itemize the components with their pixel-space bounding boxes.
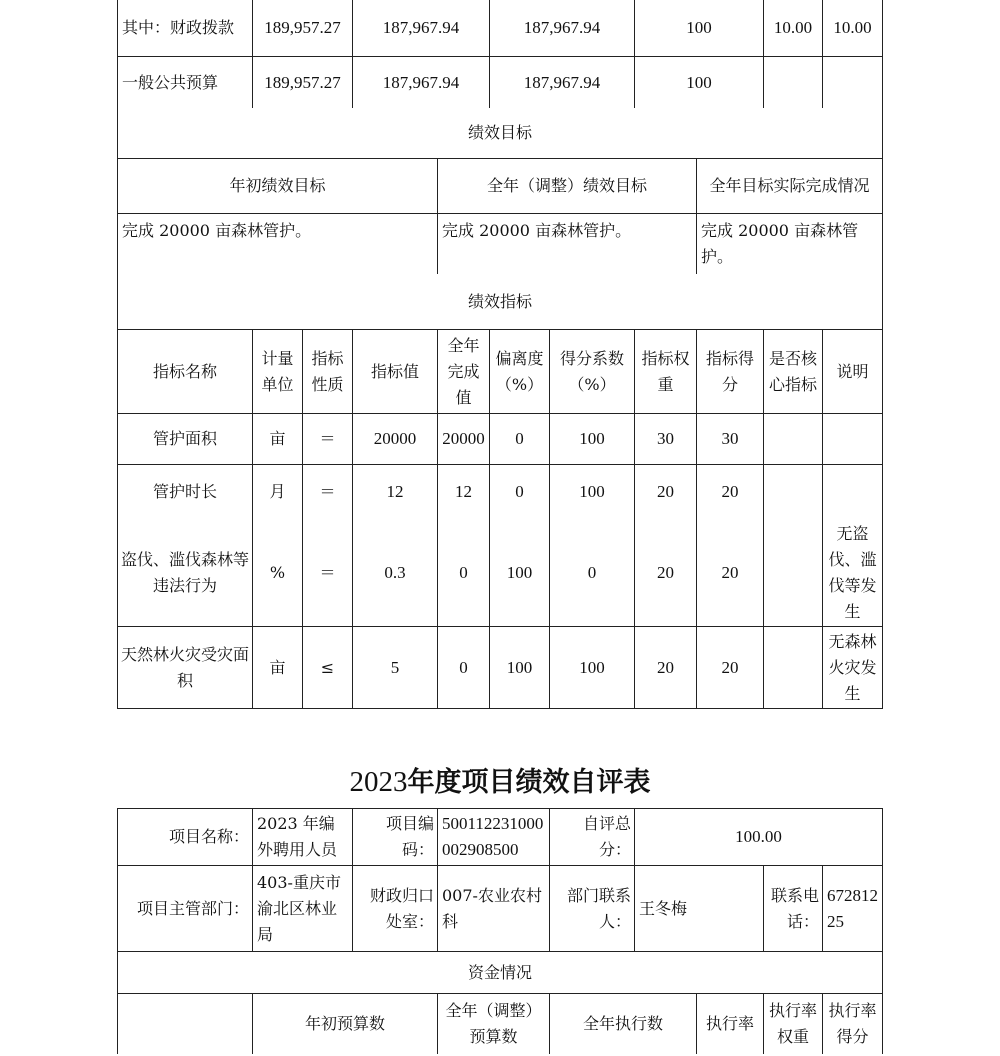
indicator-unit: 月 (253, 465, 303, 519)
goal-header-adjusted: 全年（调整）绩效目标 (438, 159, 697, 214)
indicator-deviation: 100 (490, 519, 550, 627)
form-title-year: 2023 (349, 766, 408, 798)
self-score-label: 自评总分： (550, 809, 635, 866)
indicator-name: 天然林火灾受灾面积 (118, 627, 253, 709)
indicator-deviation: 0 (490, 465, 550, 519)
indicator-score: 20 (697, 519, 764, 627)
funding-header-initial-budget: 年初预算数 (253, 994, 438, 1054)
indicator-weight: 20 (635, 519, 697, 627)
header-score: 指标得分 (697, 330, 764, 414)
header-target-value: 指标值 (353, 330, 438, 414)
indicator-name: 管护面积 (118, 414, 253, 465)
indicator-target: 5 (353, 627, 438, 709)
indicator-note (823, 465, 883, 519)
indicator-nature: ≤ (303, 627, 353, 709)
header-actual-value: 全年完成值 (438, 330, 490, 414)
funds-row-label: 一般公共预算 (118, 57, 253, 108)
header-nature: 指标性质 (303, 330, 353, 414)
goal-header-initial: 年初绩效目标 (118, 159, 438, 214)
funding-header-rate-weight: 执行率权重 (764, 994, 823, 1054)
rate-weight-cell: 10.00 (764, 0, 823, 57)
indicator-coefficient: 100 (550, 627, 635, 709)
indicator-actual: 0 (438, 627, 490, 709)
self-evaluation-table (117, 808, 883, 1054)
funding-section-title: 资金情况 (118, 952, 883, 994)
form-title-text: 年度项目绩效自评表 (407, 767, 651, 798)
rate-score-cell (823, 57, 883, 108)
header-indicator-name: 指标名称 (118, 330, 253, 414)
initial-budget-cell: 189,957.27 (253, 0, 353, 57)
executed-amount-cell: 187,967.94 (490, 57, 635, 108)
funding-header-adjusted-budget: 全年（调整）预算数 (438, 994, 550, 1054)
indicator-score: 20 (697, 627, 764, 709)
phone-label: 联系电话： (764, 866, 823, 952)
indicator-core (764, 465, 823, 519)
indicator-deviation: 100 (490, 627, 550, 709)
header-unit: 计量单位 (253, 330, 303, 414)
department-label: 项目主管部门： (118, 866, 253, 952)
adjusted-budget-cell: 187,967.94 (353, 0, 490, 57)
indicator-core (764, 627, 823, 709)
indicator-coefficient: 0 (550, 519, 635, 627)
performance-table (117, 0, 883, 709)
goal-header-actual: 全年目标实际完成情况 (697, 159, 883, 214)
project-name-value: 2023 年编外聘用人员 (253, 809, 353, 866)
execution-rate-cell: 100 (635, 57, 764, 108)
header-core-indicator: 是否核心指标 (764, 330, 823, 414)
department-value: 403-重庆市渝北区林业局 (253, 866, 353, 952)
indicator-name: 盗伐、滥伐森林等违法行为 (118, 519, 253, 627)
rate-weight-cell (764, 57, 823, 108)
funding-header-blank (118, 994, 253, 1054)
indicator-score: 20 (697, 465, 764, 519)
funding-header-execution-rate: 执行率 (697, 994, 764, 1054)
indicator-core (764, 414, 823, 465)
indicator-target: 20000 (353, 414, 438, 465)
goal-actual-value: 完成 20000 亩森林管护。 (697, 214, 883, 274)
indicator-core (764, 519, 823, 627)
indicator-unit: 亩 (253, 627, 303, 709)
indicator-weight: 30 (635, 414, 697, 465)
indicator-weight: 20 (635, 627, 697, 709)
header-score-coefficient: 得分系数（%） (550, 330, 635, 414)
indicator-nature: ＝ (303, 414, 353, 465)
indicator-actual: 20000 (438, 414, 490, 465)
project-code-label: 项目编码： (353, 809, 438, 866)
indicator-unit: % (253, 519, 303, 627)
funds-row-label: 其中：财政拨款 (118, 0, 253, 57)
indicator-deviation: 0 (490, 414, 550, 465)
indicator-weight: 20 (635, 465, 697, 519)
indicator-unit: 亩 (253, 414, 303, 465)
header-deviation: 偏离度（%） (490, 330, 550, 414)
goal-adjusted-value: 完成 20000 亩森林管护。 (438, 214, 697, 274)
rate-score-cell: 10.00 (823, 0, 883, 57)
adjusted-budget-cell: 187,967.94 (353, 57, 490, 108)
indicator-score: 30 (697, 414, 764, 465)
goals-section-title: 绩效目标 (118, 108, 883, 159)
indicator-note (823, 414, 883, 465)
indicator-target: 12 (353, 465, 438, 519)
finance-office-label: 财政归口处室： (353, 866, 438, 952)
funding-header-rate-score: 执行率得分 (823, 994, 883, 1054)
form-title (0, 760, 1000, 805)
funding-header-executed: 全年执行数 (550, 994, 697, 1054)
indicator-note: 无森林火灾发生 (823, 627, 883, 709)
goal-initial-value: 完成 20000 亩森林管护。 (118, 214, 438, 274)
phone-value: 67281225 (823, 866, 883, 952)
indicator-coefficient: 100 (550, 414, 635, 465)
finance-office-value: 007-农业农村科 (438, 866, 550, 952)
indicator-coefficient: 100 (550, 465, 635, 519)
executed-amount-cell: 187,967.94 (490, 0, 635, 57)
self-score-value: 100.00 (635, 809, 883, 866)
execution-rate-cell: 100 (635, 0, 764, 57)
indicator-actual: 12 (438, 465, 490, 519)
header-weight: 指标权重 (635, 330, 697, 414)
indicator-nature: ＝ (303, 465, 353, 519)
initial-budget-cell: 189,957.27 (253, 57, 353, 108)
contact-value: 王冬梅 (635, 866, 764, 952)
indicator-target: 0.3 (353, 519, 438, 627)
project-name-label: 项目名称： (118, 809, 253, 866)
indicator-note: 无盗伐、滥伐等发生 (823, 519, 883, 627)
indicator-name: 管护时长 (118, 465, 253, 519)
project-code-value: 500112231000002908500 (438, 809, 550, 866)
contact-label: 部门联系人： (550, 866, 635, 952)
header-note: 说明 (823, 330, 883, 414)
indicator-nature: ＝ (303, 519, 353, 627)
indicators-section-title: 绩效指标 (118, 274, 883, 330)
indicator-actual: 0 (438, 519, 490, 627)
